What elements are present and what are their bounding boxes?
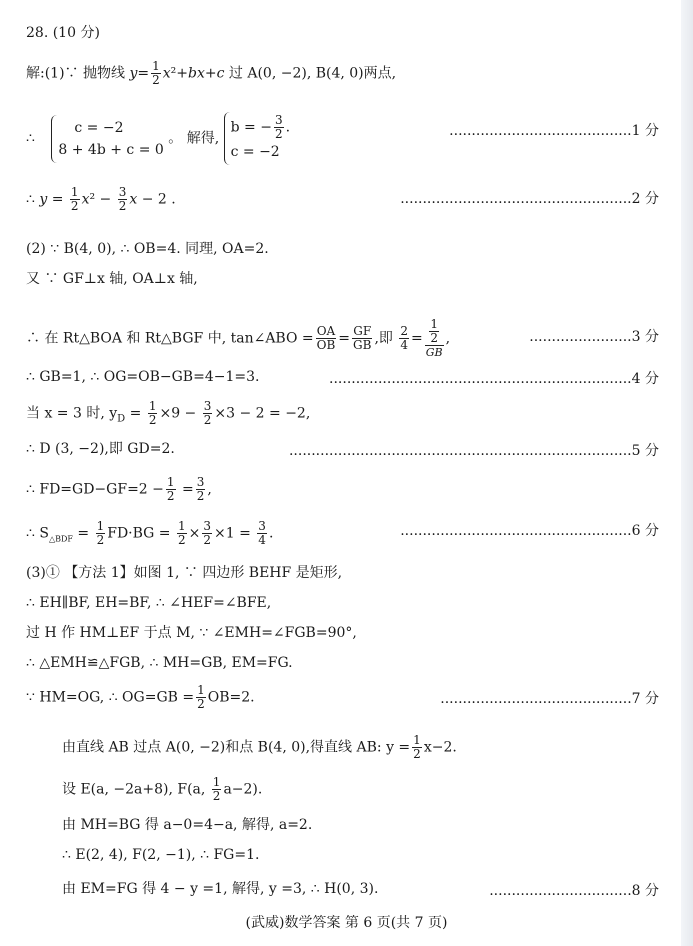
solution-line-19: 由 MH=BG 得 a−0=4−a, 解得, a=2.: [62, 817, 313, 833]
solution-system: b = − $\frac{3}{2}$ . c = −2: [224, 112, 290, 165]
solution-line-13: ∴ EH∥BF, EH=BF, ∴ ∠HEF=∠BFE,: [26, 595, 272, 611]
solution-line-9: ∴ D (3, −2),即 GD=2.: [26, 441, 175, 457]
solution-line-3: ∴ y = $\frac{1}{2}$ x² − $\frac{3}{2}$ x − 2 .: [26, 185, 176, 213]
score-marker-3: .......................3 分: [529, 329, 659, 345]
solution-line-2: [26, 112, 290, 165]
solution-line-14: 过 H 作 HM⊥EF 于点 M, ∵ ∠EMH=∠FGB=90°,: [26, 625, 357, 641]
text: ∴: [26, 130, 35, 147]
question-points: (10 分): [52, 25, 100, 41]
score-marker-8: ................................8 分: [489, 883, 659, 899]
solution-line-15: ∴ △EMH≌△FGB, ∴ MH=GB, EM=FG.: [26, 655, 293, 671]
solution-line-8: 当 x = 3 时, $y_D$ = $\frac{1}{2}$ ×9 − $\frac{3}{2}$ ×3 − 2 = −2,: [26, 399, 311, 427]
score-marker-1: .........................................1 分: [449, 123, 659, 139]
solution-line-20: ∴ E(2, 4), F(2, −1), ∴ FG=1.: [62, 847, 260, 863]
text: 。 解得,: [168, 130, 220, 147]
solution-line-21: 由 EM=FG 得 4 − y =1, 解得, y =3, ∴ H(0, 3).: [62, 881, 379, 897]
solution-line-16: ∵ HM=OG, ∴ OG=GB = $\frac{1}{2}$ OB=2.: [26, 683, 255, 711]
solution-line-5: 又 ∵ GF⊥x 轴, OA⊥x 轴,: [26, 271, 198, 287]
solution-line-11: ∴ $S_{\triangle BDF}$ = $\frac{1}{2}$ FD·BG = $\frac{1}{2}$ × $\frac{3}{2}$ ×1 = $\frac{3}{4}$ .: [26, 519, 274, 547]
page-footer: (武威)数学答案 第 6 页(共 7 页): [245, 915, 448, 931]
score-marker-2: ....................................................2 分: [400, 191, 659, 207]
score-marker-7: ...........................................7 分: [440, 691, 659, 707]
score-marker-6: ....................................................6 分: [400, 523, 659, 539]
solution-line-10: ∴ FD=GD−GF=2 − $\frac{1}{2}$ = $\frac{3}{2}$ ,: [26, 475, 212, 503]
solution-line-4: (2) ∵ B(4, 0), ∴ OB=4. 同理, OA=2.: [26, 241, 269, 257]
score-marker-5: .............................................................................5 分: [288, 443, 659, 459]
question-header: [26, 24, 100, 42]
text: 过 A(0, −2), B(4, 0)两点,: [224, 65, 397, 82]
equation-system: c = −2 8 + 4b + c = 0: [51, 115, 163, 163]
solution-line-1: 解:(1)∵ 抛物线 y= $\frac{1}{2}$ x²+bx+c 过 A(0, −2), B(4, 0)两点,: [26, 59, 397, 87]
solution-line-12: (3)① 【方法 1】如图 1, ∵ 四边形 BEHF 是矩形,: [26, 565, 343, 581]
fraction: $\frac{1}{2}$: [152, 59, 160, 87]
solution-line-7: ∴ GB=1, ∴ OG=OB−GB=4−1=3.: [26, 369, 260, 385]
page-edge: [681, 0, 693, 946]
score-marker-4: ....................................................................4 分: [329, 371, 659, 387]
solution-line-17: 由直线 AB 过点 A(0, −2)和点 B(4, 0),得直线 AB: y = $\frac{1}{2}$ x−2.: [62, 733, 457, 761]
question-number: 28.: [26, 25, 49, 41]
text: 解:(1)∵ 抛物线: [26, 65, 130, 82]
solution-line-6: ∴ 在 Rt△BOA 和 Rt△BGF 中, tan∠ABO = $\frac{OA}{OB}$ = $\frac{GF}{GB}$ ,即 $\frac{2}{4}$ = $\frac{\frac{1}{2}}{GB}$ ,: [26, 317, 451, 359]
solution-line-18: 设 E(a, −2a+8), F(a, $\frac{1}{2}$ a−2).: [62, 775, 263, 803]
